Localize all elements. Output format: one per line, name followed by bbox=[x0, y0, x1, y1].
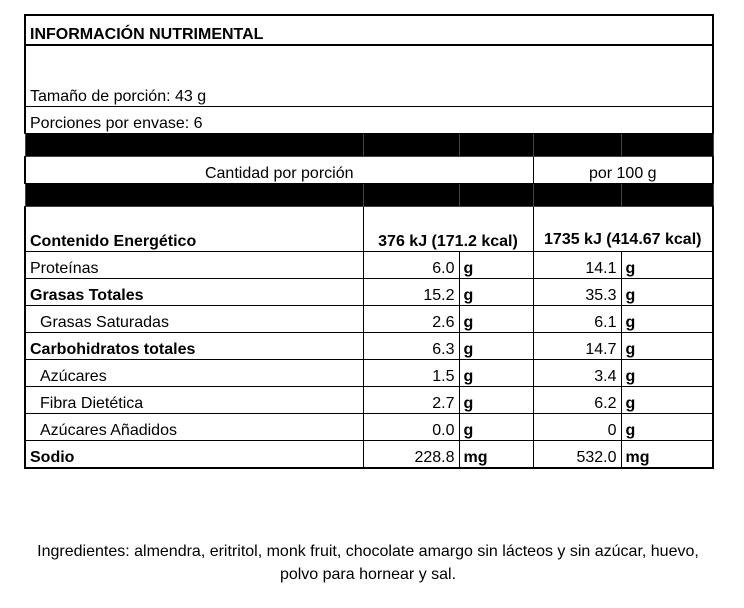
nutrient-per100-unit: g bbox=[621, 360, 713, 387]
nutrient-serving-unit: g bbox=[459, 414, 533, 441]
nutrient-serving-value: 1.5 bbox=[363, 360, 459, 387]
nutrient-serving-value: 6.0 bbox=[363, 252, 459, 279]
nutrient-serving-unit: g bbox=[459, 333, 533, 360]
energy-row bbox=[25, 207, 713, 252]
nutrient-per100-unit: g bbox=[621, 333, 713, 360]
nutrient-per100-value: 14.1 bbox=[533, 252, 621, 279]
nutrient-per100-unit: mg bbox=[621, 441, 713, 469]
nutrient-serving-value: 2.6 bbox=[363, 306, 459, 333]
nutrient-per100-value: 35.3 bbox=[533, 279, 621, 306]
nutrient-label: Carbohidratos totales bbox=[25, 333, 363, 360]
header-per-serving: Cantidad por porción bbox=[25, 157, 533, 184]
nutrient-row bbox=[25, 387, 713, 414]
energy-per-serving: 376 kJ (171.2 kcal) bbox=[363, 207, 533, 252]
nutrient-serving-unit: g bbox=[459, 306, 533, 333]
nutrient-serving-unit: g bbox=[459, 360, 533, 387]
black-bar-bottom bbox=[25, 184, 713, 207]
nutrient-serving-value: 0.0 bbox=[363, 414, 459, 441]
nutrient-serving-unit: g bbox=[459, 279, 533, 306]
nutrient-label: Azúcares Añadidos bbox=[25, 414, 363, 441]
nutrient-row bbox=[25, 252, 713, 279]
black-bar-top bbox=[25, 134, 713, 157]
label-title: INFORMACIÓN NUTRIMENTAL bbox=[25, 15, 713, 45]
nutrient-label: Grasas Saturadas bbox=[25, 306, 363, 333]
nutrient-serving-value: 15.2 bbox=[363, 279, 459, 306]
energy-per-100g: 1735 kJ (414.67 kcal) bbox=[533, 207, 713, 252]
nutrient-label: Sodio bbox=[25, 441, 363, 469]
nutrient-per100-value: 6.1 bbox=[533, 306, 621, 333]
servings-per-container-row bbox=[25, 107, 713, 134]
nutrition-label bbox=[24, 14, 712, 469]
energy-label: Contenido Energético bbox=[25, 207, 363, 252]
nutrient-per100-value: 532.0 bbox=[533, 441, 621, 469]
nutrient-per100-value: 0 bbox=[533, 414, 621, 441]
nutrient-label: Fibra Dietética bbox=[25, 387, 363, 414]
nutrient-row bbox=[25, 441, 713, 469]
nutrient-row bbox=[25, 306, 713, 333]
nutrient-per100-unit: g bbox=[621, 279, 713, 306]
nutrient-per100-unit: g bbox=[621, 306, 713, 333]
nutrient-per100-unit: g bbox=[621, 252, 713, 279]
nutrient-serving-value: 228.8 bbox=[363, 441, 459, 469]
title-row bbox=[25, 15, 713, 45]
nutrient-serving-value: 6.3 bbox=[363, 333, 459, 360]
header-per-100g: por 100 g bbox=[533, 157, 713, 184]
nutrient-per100-value: 3.4 bbox=[533, 360, 621, 387]
nutrient-row bbox=[25, 279, 713, 306]
nutrient-label: Proteínas bbox=[25, 252, 363, 279]
ingredients-text: Ingredientes: almendra, eritritol, monk fruit, chocolate amargo sin lácteos y sin azúcar, huevo, polvo para hornear y sal. bbox=[37, 543, 699, 583]
nutrient-label: Azúcares bbox=[25, 360, 363, 387]
nutrient-per100-value: 14.7 bbox=[533, 333, 621, 360]
nutrition-table bbox=[24, 14, 714, 469]
nutrient-serving-unit: g bbox=[459, 252, 533, 279]
nutrient-serving-value: 2.7 bbox=[363, 387, 459, 414]
blank-row bbox=[25, 45, 713, 80]
serving-size: Tamaño de porción: 43 g bbox=[25, 80, 713, 107]
nutrient-row bbox=[25, 360, 713, 387]
nutrient-per100-value: 6.2 bbox=[533, 387, 621, 414]
nutrient-per100-unit: g bbox=[621, 414, 713, 441]
nutrient-per100-unit: g bbox=[621, 387, 713, 414]
nutrient-serving-unit: g bbox=[459, 387, 533, 414]
serving-size-row bbox=[25, 80, 713, 107]
nutrient-label: Grasas Totales bbox=[25, 279, 363, 306]
servings-per-container: Porciones por envase: 6 bbox=[25, 107, 713, 134]
nutrient-row bbox=[25, 333, 713, 360]
nutrient-row bbox=[25, 414, 713, 441]
nutrient-serving-unit: mg bbox=[459, 441, 533, 469]
column-header-row bbox=[25, 157, 713, 184]
